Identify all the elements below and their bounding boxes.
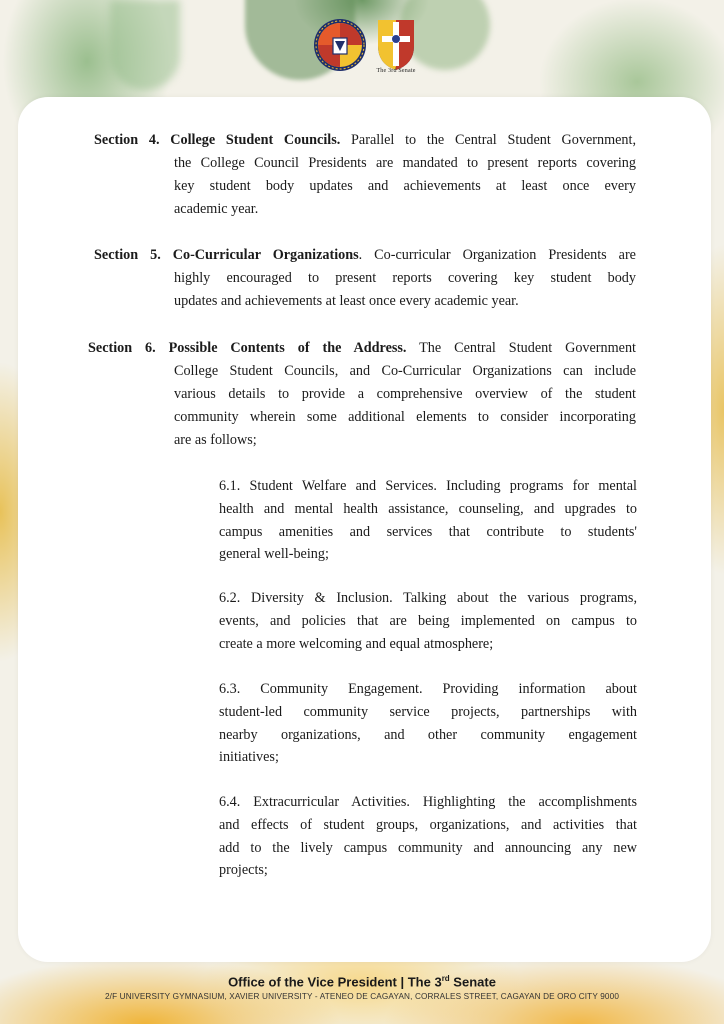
section-6-first-line [88,337,636,360]
section-5-text: . Co-curricular Organization Presidents are [358,247,636,263]
subsection-line: and effects of student groups, organizations, and activities that [219,816,637,833]
document-card [18,97,711,962]
section-6-line: are as follows; [174,432,257,448]
section-5-first-line [94,244,636,267]
senate-shield-logo [374,16,418,74]
subsection-line: campus amenities and services that contribute to students' [219,523,637,540]
subsection-line: general well-being; [219,546,329,563]
section-4-first-line [94,129,636,152]
senate-logo-caption: The 3rd Senate [376,68,416,74]
subsection-6-3 [219,678,637,769]
subsection-line: events, and policies that are being implemented on campus to [219,612,637,629]
section-4-line: the College Council Presidents are mandated to present reports covering [174,155,636,171]
section-5-heading: Section 5. Co-Curricular Organizations [94,247,359,263]
footer-office-title [0,974,724,989]
subsection-line: nearby organizations, and other community engagement [219,726,637,743]
section-6-line: College Student Councils, and Co-Curricular Organizations can include [174,363,636,379]
section-4-line: academic year. [174,201,259,217]
section-6-heading: Section 6. Possible Contents of the Address. [88,340,407,356]
council-seal-logo [313,16,367,74]
subsection-6-1 [219,475,637,566]
subsection-line: 6.4. Extracurricular Activities. Highlighting the accomplishments [219,794,637,810]
subsection-line: 6.3. Community Engagement. Providing information about [219,681,637,697]
subsection-6-2 [219,587,637,655]
footer-address: 2/F UNIVERSITY GYMNASIUM, XAVIER UNIVERSITY - ATENEO DE CAGAYAN, CORRALES STREET, CAGAYAN DE ORO CITY 9000 [104,992,620,1001]
footer-title-suffix: Senate [449,974,496,990]
section-6-text: The Central Student Government [419,340,636,356]
footer-title-prefix: Office of the Vice President | The 3 [228,974,442,990]
subsection-line: health and mental health assistance, counseling, and upgrades to [219,500,637,517]
subsection-line: add to the lively campus community and announcing any new [219,839,637,856]
section-6-line: community wherein some additional elements to consider incorporating [174,409,636,425]
section-6-line: various details to provide a comprehensive overview of the student [174,386,636,402]
subsection-line: create a more welcoming and equal atmosphere; [219,635,494,652]
header-logos [0,16,724,80]
section-5-line: updates and achievements at least once every academic year. [174,293,519,309]
subsection-line: initiatives; [219,749,279,766]
subsection-line: student-led community service projects, partnerships with [219,703,637,720]
section-4-text: Parallel to the Central Student Government, [351,132,636,148]
subsection-line: 6.1. Student Welfare and Services. Including programs for mental [219,478,637,494]
subsection-6-4 [219,791,637,882]
footer-title-sup: rd [441,974,450,983]
subsection-line: projects; [219,862,268,879]
section-4-heading: Section 4. College Student Councils. [94,132,341,148]
subsection-line: 6.2. Diversity & Inclusion. Talking about the various programs, [219,590,637,606]
section-5-line: highly encouraged to present reports covering key student body [174,270,636,286]
section-4-line: key student body updates and achievements at least once every [174,178,636,194]
